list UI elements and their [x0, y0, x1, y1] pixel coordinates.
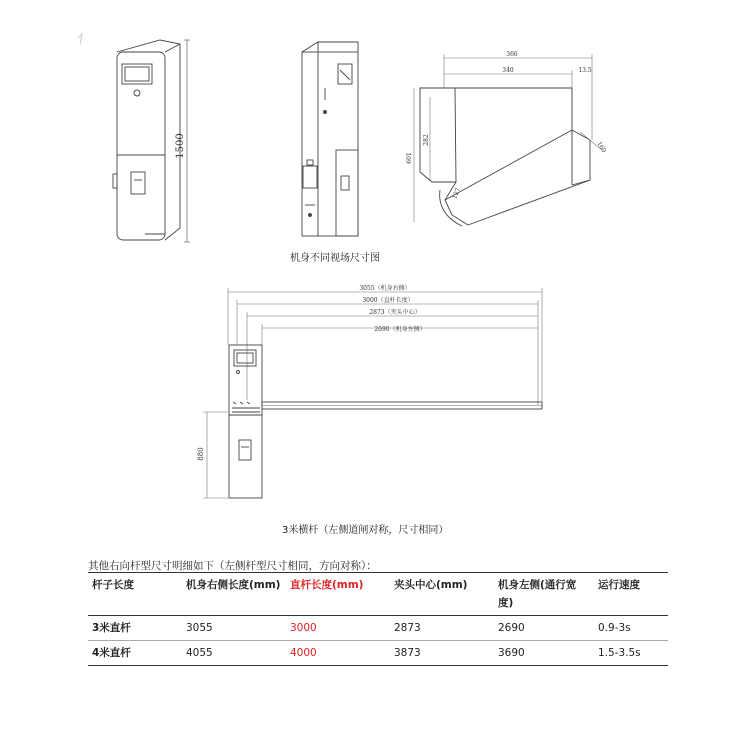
cell-straight: 3000 [286, 616, 390, 641]
header-clamp-center: 夹头中心(mm) [390, 573, 494, 616]
header-straight-length: 直杆长度(mm) [286, 573, 390, 616]
front-view [113, 40, 180, 240]
table-row [88, 641, 668, 666]
dim-13-5: 13.5 [578, 67, 592, 74]
cell-pole: 4米直杆 [88, 641, 182, 666]
table-intro: 其他右向杆型尺寸明细如下（左侧杆型尺寸相同，方向对称）： [88, 560, 377, 572]
barrier-arm-drawing [0, 275, 750, 515]
dim-282: 282 [423, 134, 430, 146]
arm-height-label: 880 [197, 447, 205, 461]
dim-601: 601 [406, 152, 413, 164]
barrier-body [229, 345, 262, 498]
dim-2873: 2873（夹头中心） [369, 309, 421, 316]
corner-mark [78, 34, 82, 44]
dim-340: 340 [502, 67, 514, 74]
cell-right: 3055 [182, 616, 286, 641]
cell-clamp: 2873 [390, 616, 494, 641]
body-views-drawing [0, 0, 750, 270]
fig2-caption: 3米横杆（左侧道闸对称，尺寸相同） [282, 525, 449, 536]
dim-3055: 3055（机身右侧） [359, 285, 411, 292]
cell-left: 2690 [494, 616, 594, 641]
header-left-width: 机身左侧(通行宽度) [494, 573, 594, 616]
cell-speed: 1.5-3.5s [594, 641, 668, 666]
cell-right: 4055 [182, 641, 286, 666]
spec-table [88, 572, 668, 666]
top-view-dimensions [414, 54, 602, 222]
dim-2690: 2690（机身左侧） [374, 326, 426, 333]
cell-pole: 3米直杆 [88, 616, 182, 641]
dim-160: 160 [595, 140, 608, 154]
dim-3000: 3000（直杆长度） [362, 297, 414, 304]
top-view [420, 88, 590, 226]
cell-left: 3690 [494, 641, 594, 666]
arm-dimensions [228, 288, 542, 405]
header-right-length: 机身右侧长度(mm) [182, 573, 286, 616]
table-row [88, 616, 668, 641]
dim-127: 127 [451, 186, 462, 201]
cell-speed: 0.9-3s [594, 616, 668, 641]
cell-clamp: 3873 [390, 641, 494, 666]
table-header-row [88, 573, 668, 616]
dim-366: 366 [506, 51, 518, 58]
side-view [302, 42, 358, 236]
height-label: 1500 [175, 133, 186, 159]
boom-arm [262, 402, 542, 409]
arm-height-dimension [203, 412, 228, 498]
header-pole-length: 杆子长度 [88, 573, 182, 616]
header-speed: 运行速度 [594, 573, 668, 616]
cell-straight: 4000 [286, 641, 390, 666]
fig1-caption: 机身不同视场尺寸图 [290, 253, 380, 264]
